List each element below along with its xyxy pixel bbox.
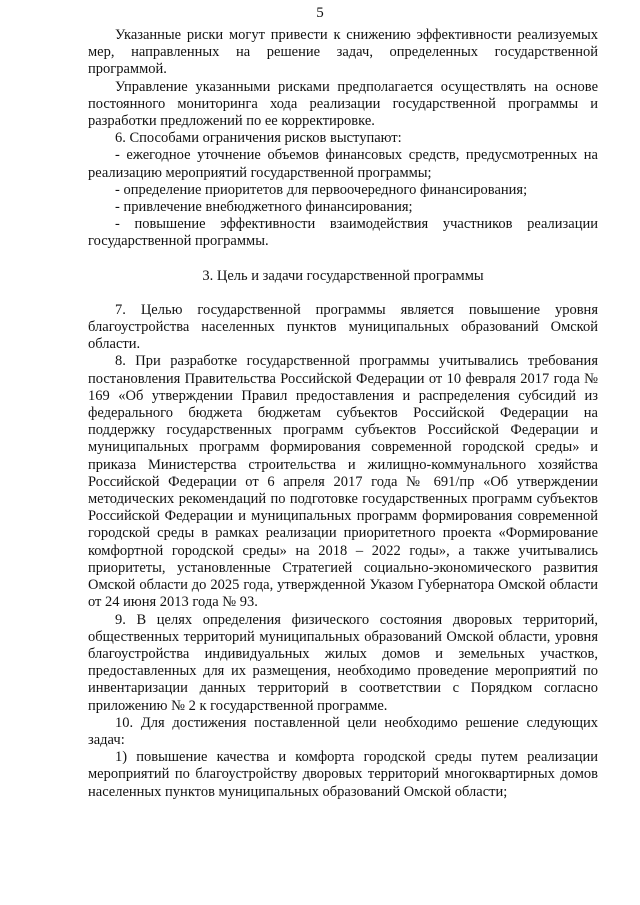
list-item-priorities: - определение приоритетов для первоочередного финансирования;: [115, 181, 528, 198]
paragraph-goal: 7. Целью государственной программы является повышение уровня благоустройства населенных пунктов муниципальных образований Омской области.: [88, 301, 598, 353]
paragraph-risk-methods: 6. Способами ограничения рисков выступают:: [115, 130, 402, 147]
section-heading: 3. Цель и задачи государственной программы: [202, 267, 484, 284]
paragraph-risks-effect: Указанные риски могут привести к снижению эффективности реализуемых мер, направленных на решение задач, определенных государственной программой.: [88, 27, 598, 78]
document-body: [88, 27, 598, 801]
paragraph-risk-management: Управление указанными рисками предполагается осуществлять на основе постоянного мониторинга хода реализации государственной программы и разработки предложений по ее корректировке.: [88, 78, 598, 130]
page-number: 5: [316, 5, 324, 21]
paragraph-tasks: 10. Для достижения поставленной цели необходимо решение следующих задач:: [88, 714, 598, 748]
list-item-task-1: 1) повышение качества и комфорта городской среды путем реализации мероприятий по благоустройству дворовых территорий многоквартирных домов населенных пунктов муниципальных образований Омской области;: [88, 749, 598, 800]
list-item-interaction: - повышение эффективности взаимодействия участников реализации государственной программы.: [88, 216, 598, 250]
paragraph-inventory: 9. В целях определения физического состояния дворовых территорий, общественных территорий муниципальных образований Омской области, уровня благоустройства индивидуальных жилых домов и земельных участков, предоставленных для их размещения, необходимо проведение мероприятий по инвентаризации данных территорий в соответствии с Порядком согласно приложению № 2 к государственной программе.: [88, 611, 598, 714]
list-item-extrabudgetary: - привлечение внебюджетного финансирования;: [115, 199, 413, 216]
list-item-annual-refinement: - ежегодное уточнение объемов финансовых средств, предусмотренных на реализацию мероприятий государственной программы;: [88, 147, 598, 181]
paragraph-requirements: 8. При разработке государственной программы учитывались требования постановления Правительства Российской Федерации от 10 февраля 2017 года № 169 «Об утверждении Правил предоставления и распределения субсидий из федерального бюджета бюджетам субъектов Российской Федерации на поддержку государственных программ субъектов Российской Федерации и муниципальных программ формирования современной городской среды» и приказа Министерства строительства и жилищно-коммунального хозяйства Российской Федерации от 6 апреля 2017 года № 691/пр «Об утверждении методических рекомендаций по подготовке государственных программ субъектов Российской Федерации и муниципальных программ формирования современной городской среды в рамках реализации приоритетного проекта «Формирование комфортной городской среды» на 2018 – 2022 годы», а также учитывались приоритеты, установленные Стратегией социально-экономического развития Омской области до 2025 года, утвержденной Указом Губернатора Омской области от 24 июня 2013 года № 93.: [88, 353, 598, 611]
